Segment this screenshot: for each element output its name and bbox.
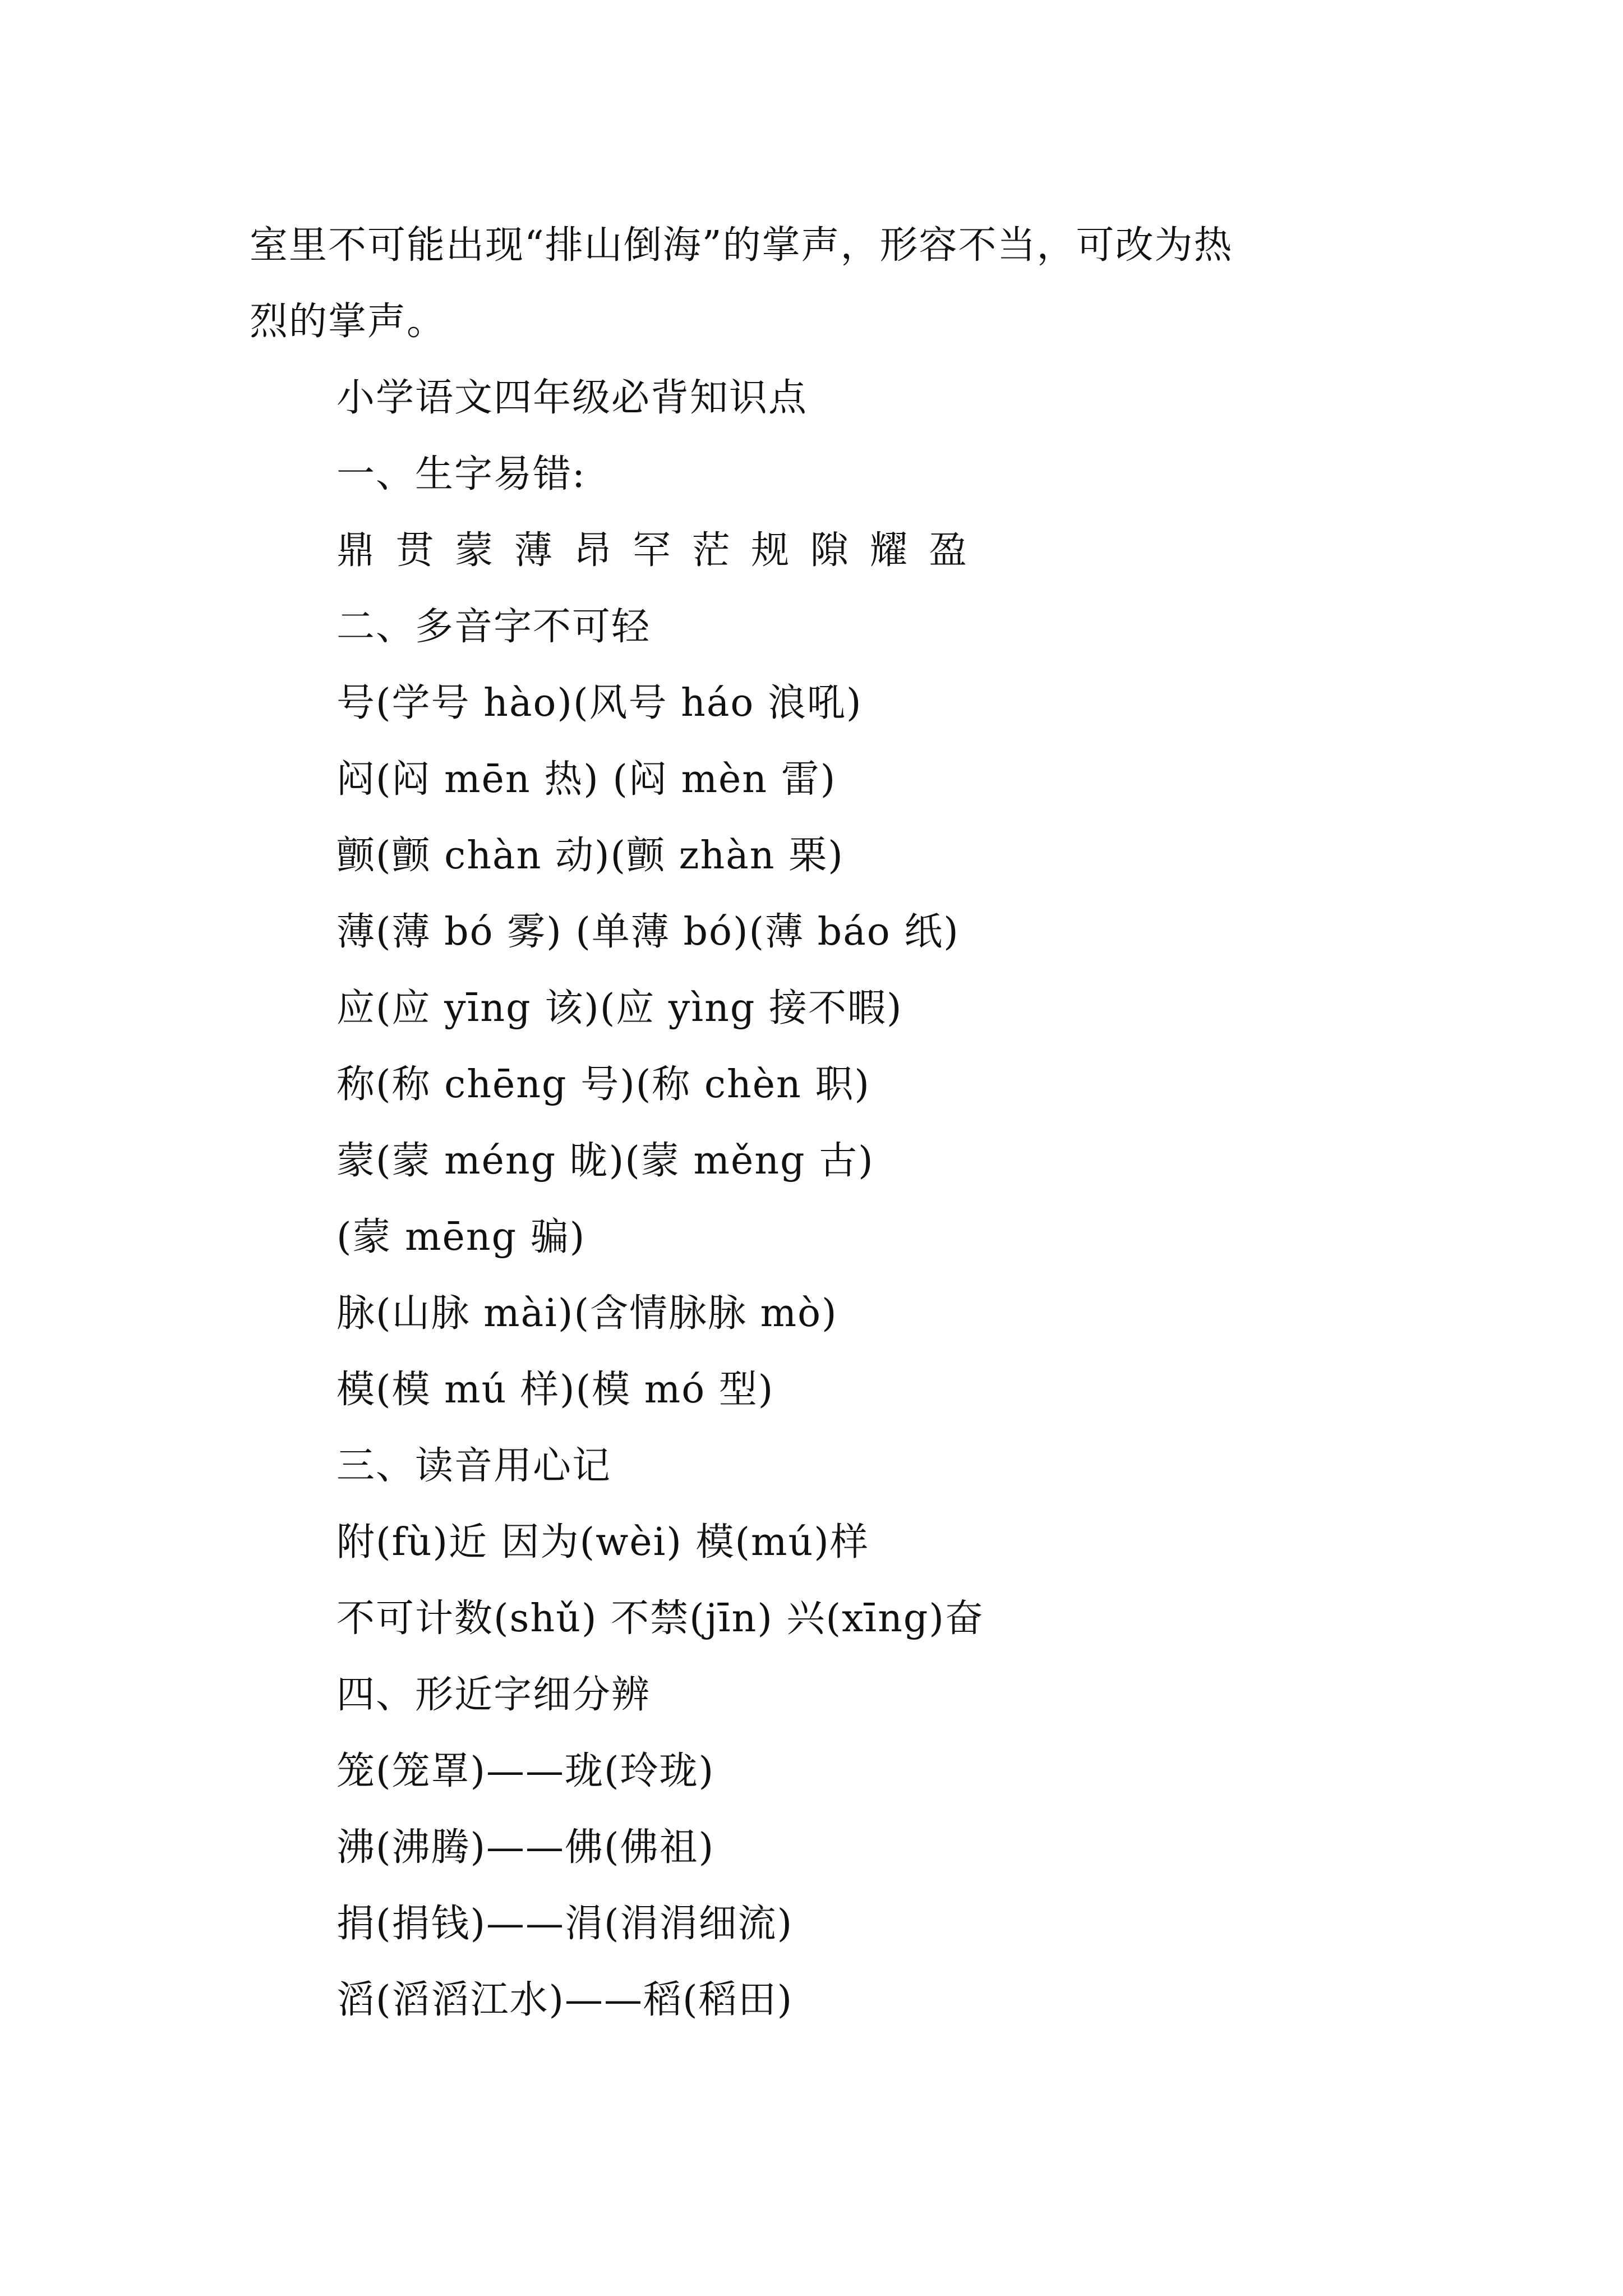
text-line: 沸(沸腾)——佛(佛祖) xyxy=(336,1825,715,1870)
text-line: 应(应 yīng 该)(应 yìng 接不暇) xyxy=(336,986,903,1030)
text-line: 蒙(蒙 méng 昽)(蒙 měng 古) xyxy=(336,1139,874,1183)
text-line: (蒙 mēng 骗) xyxy=(336,1215,586,1259)
paragraph-line: 室里不可能出现“排山倒海”的掌声，形容不当，可改为热 xyxy=(250,223,1233,268)
text-line: 鼎 贯 蒙 薄 昂 罕 茫 规 隙 耀 盈 xyxy=(336,528,972,573)
section-heading: 四、形近字细分辨 xyxy=(336,1673,651,1717)
paragraph-line: 烈的掌声。 xyxy=(250,300,446,344)
section-heading: 一、生字易错: xyxy=(336,452,586,496)
text-line: 薄(薄 bó 雾) (单薄 bó)(薄 báo 纸) xyxy=(336,910,960,954)
text-line: 模(模 mú 样)(模 mó 型) xyxy=(336,1368,774,1412)
text-line: 颤(颤 chàn 动)(颤 zhàn 栗) xyxy=(336,834,844,878)
section-title: 小学语文四年级必背知识点 xyxy=(336,376,808,420)
text-line: 不可计数(shǔ) 不禁(jīn) 兴(xīng)奋 xyxy=(336,1596,984,1641)
text-line: 捐(捐钱)——涓(涓涓细流) xyxy=(336,1902,794,1946)
section-heading: 三、读音用心记 xyxy=(336,1444,612,1488)
text-line: 称(称 chēng 号)(称 chèn 职) xyxy=(336,1062,870,1107)
text-line: 脉(山脉 mài)(含情脉脉 mò) xyxy=(336,1291,838,1336)
text-line: 附(fù)近 因为(wèi) 模(mú)样 xyxy=(336,1520,869,1565)
section-heading: 二、多音字不可轻 xyxy=(336,605,651,649)
text-line: 号(学号 hào)(风号 háo 浪吼) xyxy=(336,681,863,725)
text-line: 滔(滔滔江水)——稻(稻田) xyxy=(336,1978,794,2022)
text-line: 闷(闷 mēn 热) (闷 mèn 雷) xyxy=(336,757,837,802)
text-line: 笼(笼罩)——珑(玲珑) xyxy=(336,1749,715,1793)
